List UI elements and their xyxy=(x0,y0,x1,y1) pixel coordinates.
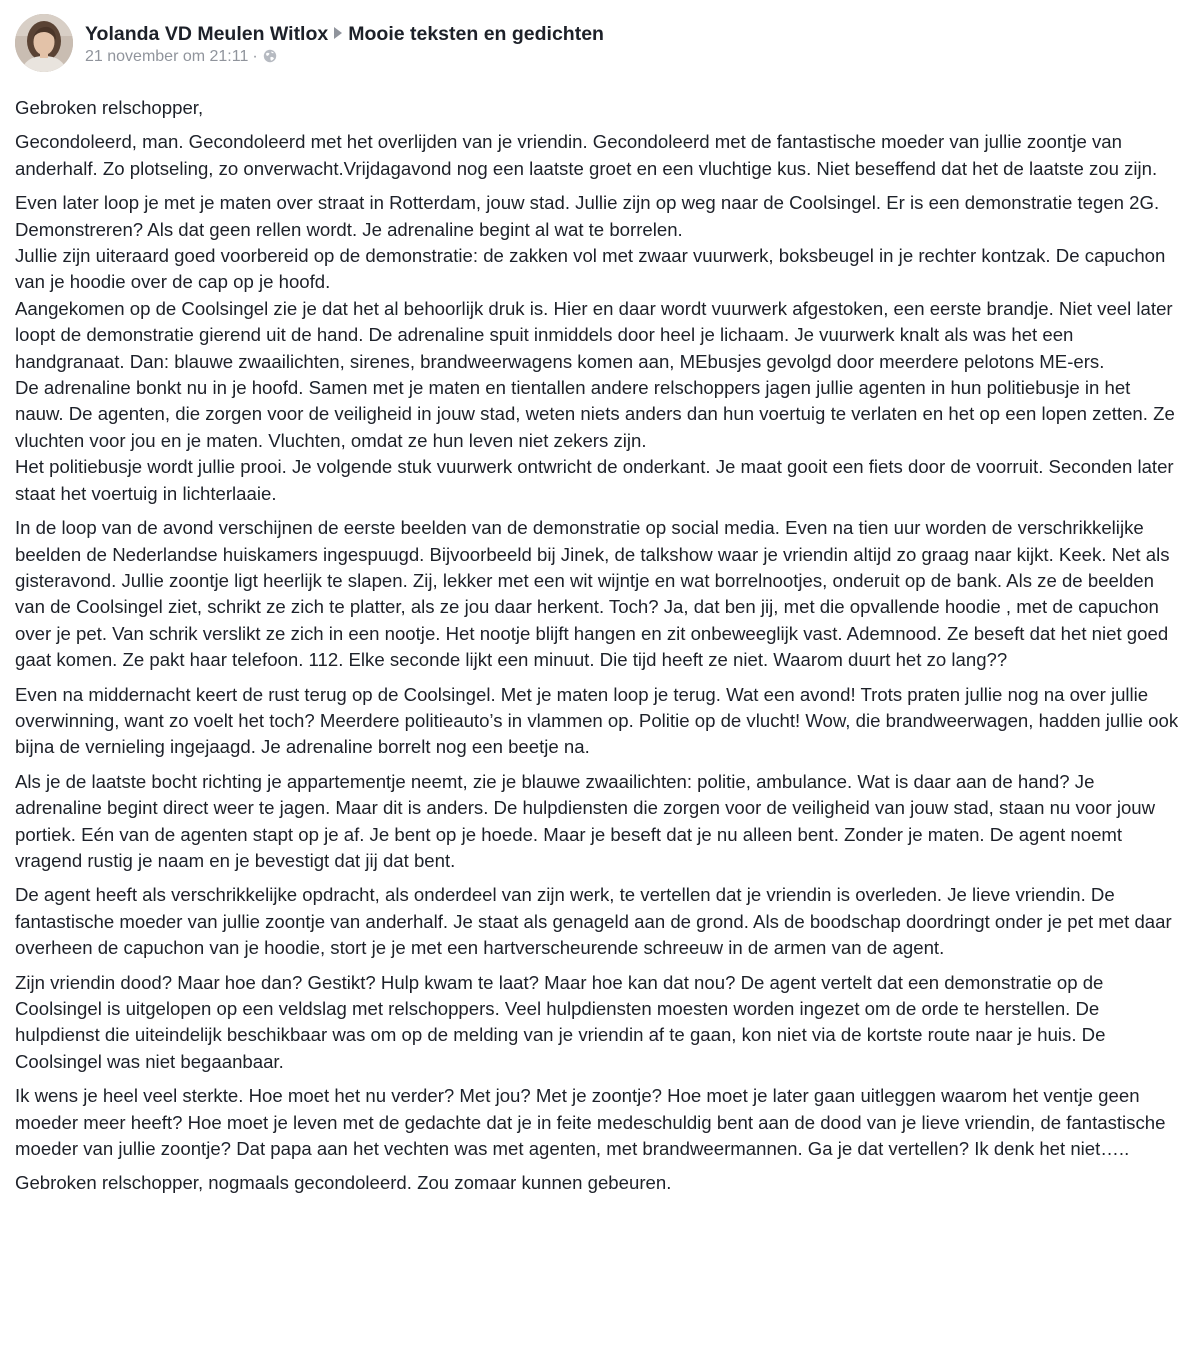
post-paragraph: Even later loop je met je maten over straat in Rotterdam, jouw stad. Jullie zijn op weg naar de Coolsingel. Er is een demonstratie tegen 2G. Demonstreren? Als dat geen rellen wordt. Je adrenaline begint al wat te borrelen. Jullie zijn uiteraard goed voorbereid op de demonstratie: de zakken vol met zwaar vuurwerk, boksbeugel in je rechter kontzak. De capuchon van je hoodie over de cap op je hoofd. Aangekomen op de Coolsingel zie je dat het al behoorlijk druk is. Hier en daar wordt vuurwerk afgestoken, een eerste brandje. Niet veel later loopt de demonstratie gierend uit de hand. De adrenaline spuit inmiddels door heel je lichaam. Je vuurwerk knalt als was het een handgranaat. Dan: blauwe zwaailichten, sirenes, brandweerwagens komen aan, MEbusjes gevolgd door meerdere pelotons ME-ers. De adrenaline bonkt nu in je hoofd. Samen met je maten en tientallen andere relschoppers jagen jullie agenten in hun politiebusje in het nauw. De agenten, die zorgen voor de veiligheid in jouw stad, weten niets anders dan hun voertuig te verlaten en het op een lopen zetten. Ze vluchten voor jou en je maten. Vluchten, omdat ze hun leven niet zekers zijn. Het politiebusje wordt jullie prooi. Je volgende stuk vuurwerk ontwricht de onderkant. Je maat gooit een fiets door de voorruit. Seconden later staat het voertuig in lichterlaaie. xyxy=(15,192,1175,504)
post-timestamp[interactable]: 21 november om 21:11 xyxy=(85,48,249,65)
separator-dot: · xyxy=(252,48,258,65)
post-paragraph: Zijn vriendin dood? Maar hoe dan? Gestikt? Hulp kwam te laat? Maar hoe kan dat nou? De agent vertelt dat een demonstratie op de Coolsingel is uitgelopen op een veldslag met relschoppers. Veel hulpdiensten moesten worden ingezet om de orde te herstellen. De hulpdienst die uiteindelijk beschikbaar was om op de melding van je vriendin af te gaan, kon niet via de kortste route naar je huis. De Coolsingel was niet begaanbaar. xyxy=(15,971,1106,1072)
post-header xyxy=(15,14,1184,74)
post-paragraph: Als je de laatste bocht richting je appartementje neemt, zie je blauwe zwaailichten: politie, ambulance. Wat is daar aan de hand? Je adrenaline begint direct weer te jagen. Maar dit is anders. De hulpdiensten die zorgen voor de veiligheid van jouw stad, staan nu voor jouw portiek. Eén van de agenten stapt op je af. Je bent op je hoede. Maar je beseft dat je nu alleen bent. Zonder je maten. De agent noemt vragend rustig je naam en je bevestigt dat jij dat bent. xyxy=(15,770,1156,871)
post-paragraph: Even na middernacht keert de rust terug op de Coolsingel. Met je maten loop je terug. Wat een avond! Trots praten jullie nog na over jullie overwinning, want zo voelt het toch? Meerdere politieauto’s in vlammen op. Politie op de vlucht! Wow, die brandweerwagen, hadden jullie ook bijna de vernieling ingejaagd. Je adrenaline borrelt nog een beetje na. xyxy=(15,683,1179,758)
author-name[interactable]: Yolanda VD Meulen Witlox xyxy=(85,23,329,45)
post-paragraph: In de loop van de avond verschijnen de eerste beelden van de demonstratie op social media. Even na tien uur worden de verschrikkelijke beelden de Nederlandse huiskamers ingespuugd. Bijvoorbeeld bij Jinek, de talkshow waar je vriendin altijd zo graag naar kijkt. Keek. Net als gisteravond. Jullie zoontje ligt heerlijk te slapen. Zij, lekker met een wit wijntje en wat borrelnootjes, onderuit op de bank. Als ze de beelden van de Coolsingel ziet, schrikt ze zich te platter, als ze jou daar herkent. Toch? Ja, dat ben jij, met die opvallende hoodie , met de capuchon over je pet. Van schrik verslikt ze zich in een nootje. Het nootje blijft hangen en zit onbeweeglijk vast. Ademnood. Ze beseft dat het niet goed gaat komen. Ze pakt haar telefoon. 112. Elke seconde lijkt een minuut. Die tijd heeft ze niet. Waarom duurt het zo lang?? xyxy=(15,517,1170,671)
post-paragraph: Gebroken relschopper, nogmaals gecondoleerd. Zou zomaar kunnen gebeuren. xyxy=(15,1172,672,1194)
profile-photo-icon xyxy=(15,14,73,72)
post-paragraph: Gebroken relschopper, xyxy=(15,97,204,118)
triangle-right-icon xyxy=(334,27,342,39)
avatar[interactable] xyxy=(15,14,73,72)
globe-icon[interactable] xyxy=(263,49,277,69)
post-body xyxy=(15,95,1184,1197)
post-paragraph: De agent heeft als verschrikkelijke opdracht, als onderdeel van zijn werk, te vertellen dat je vriendin is overleden. Je lieve vriendin. De fantastische moeder van jullie zoontje van anderhalf. Je staat als genageld aan de grond. Als de boodschap doordringt onder je pet met daar overheen de capuchon van je hoodie, stort je je met een hartverscheurende schreeuw in de armen van de agent. xyxy=(15,884,1172,959)
group-name[interactable]: Mooie teksten en gedichten xyxy=(348,23,604,45)
post-meta xyxy=(85,14,604,69)
post-title-line xyxy=(85,22,604,46)
post-paragraph: Gecondoleerd, man. Gecondoleerd met het overlijden van je vriendin. Gecondoleerd met de fantastische moeder van jullie zoontje van anderhalf. Zo plotseling, zo onverwacht.Vrijdagavond nog een laatste groet en een vluchtige kus. Niet beseffend dat het de laatste zou zijn. xyxy=(15,131,1158,179)
post-paragraph: Ik wens je heel veel sterkte. Hoe moet het nu verder? Met jou? Met je zoontje? Hoe moet je later gaan uitleggen waarom het ventje geen moeder meer heeft? Hoe moet je leven met de gedachte dat je in feite medeschuldig bent aan de dood van je lieve vriendin, de fantastische moeder van jullie zoontje? Dat papa aan het vechten was met agenten, met brandweermannen. Ga je dat vertellen? Ik denk het niet….. xyxy=(15,1085,1166,1160)
post-subline xyxy=(85,47,604,69)
